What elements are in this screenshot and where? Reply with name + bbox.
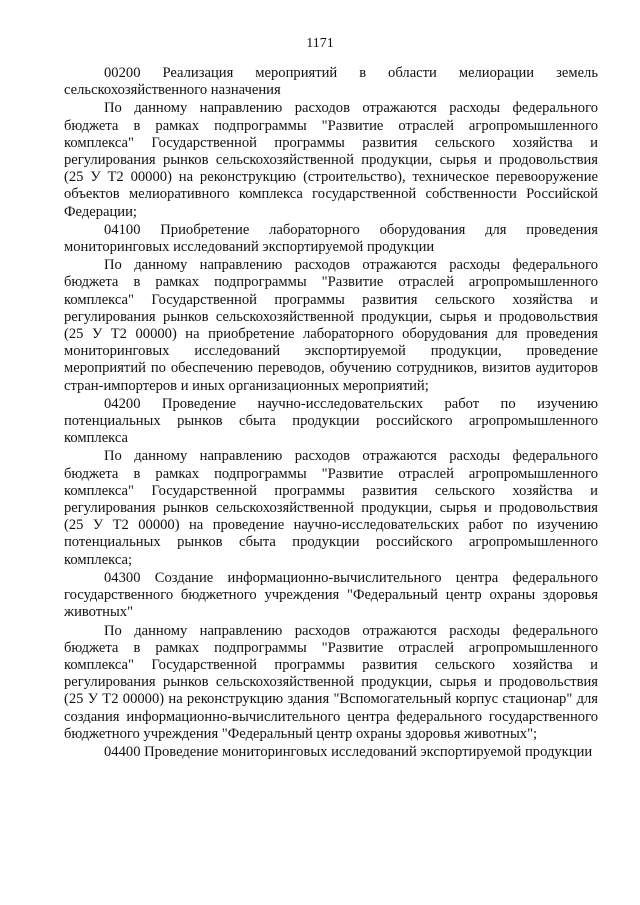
page-number: 1171 xyxy=(306,36,334,51)
section-description-04100: По данному направлению расходов отражаются расходы федерального бюджета в рамках подпрограммы "Развитие отраслей агропромышленного комплекса" Государственной программы развития сельского хозяйства и регулирования рынков сельскохозяйственной продукции, сырья и продовольствия (25 У Т2 00000) на приобретение лабораторного оборудования для проведения мониторинговых исследований экспортируемой продукции, проведение мероприятий по обеспечению переводов, обучению сотрудников, визитов аудиторов стран-импортеров и иных организационных мероприятий; xyxy=(64,257,598,394)
section-heading-04300: 04300 Создание информационно-вычислительного центра федерального государственного бюджетного учреждения "Федеральный центр охраны здоровья животных" xyxy=(64,569,598,621)
section-heading-04100: 04100 Приобретение лабораторного оборудования для проведения мониторинговых исследований экспортируемой продукции xyxy=(64,221,598,256)
section-description-04300: По данному направлению расходов отражаются расходы федерального бюджета в рамках подпрограммы "Развитие отраслей агропромышленного комплекса" Государственной программы развития сельского хозяйства и регулирования рынков сельскохозяйственной продукции, сырья и продовольствия (25 У Т2 00000) на реконструкцию здания "Вспомогательный корпус стационар" для создания информационно-вычислительного центра федерального государственного бюджетного учреждения "Федеральный центр охраны здоровья животных"; xyxy=(64,622,598,742)
section-heading-04400: 04400 Проведение мониторинговых исследований экспортируемой продукции xyxy=(104,743,593,760)
section-heading-04200: 04200 Проведение научно-исследовательских работ по изучению потенциальных рынков сбыта продукции российского агропромышленного комплекса xyxy=(64,395,598,447)
section-heading-00200: 00200 Реализация мероприятий в области мелиорации земель сельскохозяйственного назначения xyxy=(64,65,598,99)
section-description-00200: По данному направлению расходов отражаются расходы федерального бюджета в рамках подпрограммы "Развитие отраслей агропромышленного комплекса" Государственной программы развития сельского хозяйства и регулирования рынков сельскохозяйственной продукции, сырья и продовольствия (25 У Т2 00000) на реконструкцию (строительство), техническое перевооружение объектов мелиоративного комплекса государственной собственности Российской Федерации; xyxy=(64,100,598,220)
document-body xyxy=(64,65,598,761)
section-description-04200: По данному направлению расходов отражаются расходы федерального бюджета в рамках подпрограммы "Развитие отраслей агропромышленного комплекса" Государственной программы развития сельского хозяйства и регулирования рынков сельскохозяйственной продукции, сырья и продовольствия (25 У Т2 00000) на проведение научно-исследовательских работ по изучению потенциальных рынков сбыта продукции российского агропромышленного комплекса; xyxy=(64,448,598,568)
